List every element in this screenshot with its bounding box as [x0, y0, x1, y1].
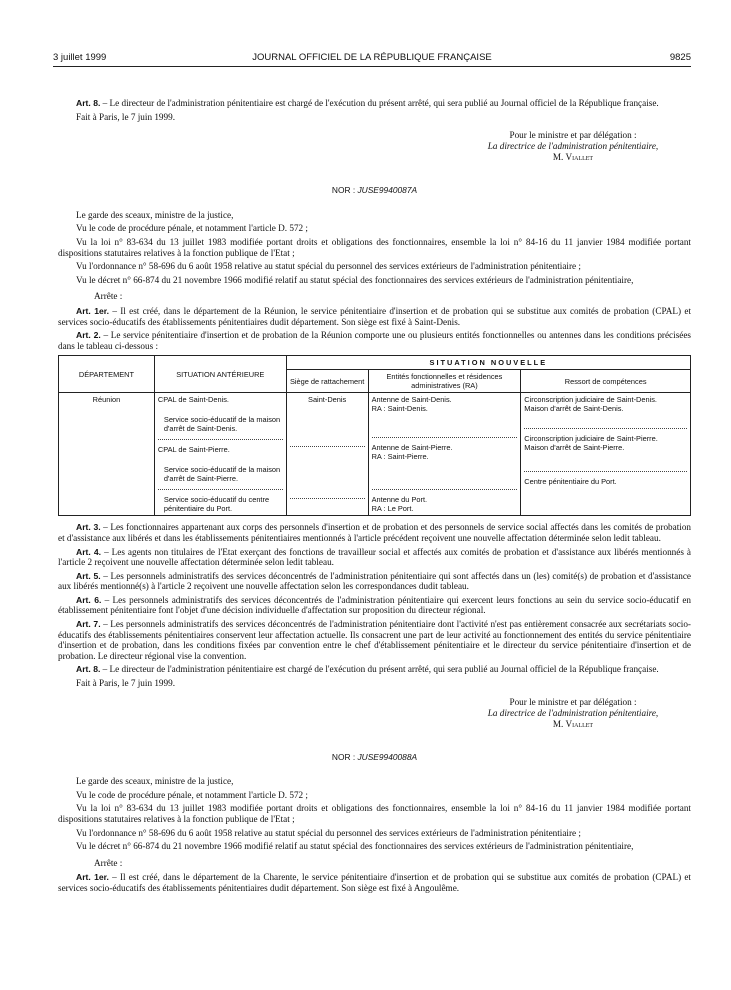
- signature-line-1: Pour le ministre et par délégation :: [509, 130, 637, 141]
- g3-ent-2: RA : Le Port.: [371, 504, 414, 514]
- g2-res-1: Circonscription judiciaire de Saint-Pierre.: [524, 434, 658, 444]
- col-header-entites: Entités fonctionnelles et résidences administratives (RA): [368, 370, 521, 393]
- header-page-number: 9825: [669, 52, 691, 63]
- page-body: [58, 98, 691, 897]
- col-header-situation-anterieure: SITUATION ANTÉRIEURE: [154, 356, 286, 393]
- decree1-nor: [58, 185, 691, 196]
- top-fait: Fait à Paris, le 7 juin 1999.: [76, 111, 176, 122]
- header-journal-title: JOURNAL OFFICIEL DE LA RÉPUBLIQUE FRANÇAISE: [252, 52, 492, 63]
- col-header-situation-nouvelle: SITUATION NOUVELLE: [286, 356, 690, 370]
- dotted-separator: [372, 437, 518, 438]
- dotted-separator: [158, 439, 283, 440]
- decree1-article-6: [58, 595, 691, 616]
- article-text: – Le directeur de l'administration pénitentiaire est chargé de l'exécution du présent arrêté, qui sera publié au Journal officiel de la République française.: [100, 98, 659, 108]
- decree2-intro-2: Vu le code de procédure pénale, et notamment l'article D. 572 ;: [76, 789, 308, 800]
- top-signature: [453, 130, 693, 163]
- nor-prefix: NOR :: [331, 185, 358, 196]
- article-label: Art. 4.: [76, 546, 102, 557]
- nor-code: JUSE9940087A: [357, 185, 418, 196]
- cell-ressort: [521, 393, 691, 516]
- article-text: – Le directeur de l'administration pénitentiaire est chargé de l'exécution du présent arrêté, qui sera publié au Journal officiel de la République française.: [100, 664, 659, 675]
- article-label: Art. 1er.: [76, 872, 109, 883]
- signature-line-1: Pour le ministre et par délégation :: [509, 696, 637, 707]
- nor-prefix: NOR :: [331, 751, 358, 762]
- decree1-intro-5: Vu le décret n° 66-874 du 21 novembre 1966 modifié relatif au statut spécial des fonctionnaires des services extérieurs de l'administration pénitentiaire,: [76, 274, 634, 285]
- decree1-intro-2: Vu le code de procédure pénale, et notamment l'article D. 572 ;: [76, 223, 308, 234]
- article-label: Art. 8.: [76, 98, 101, 108]
- cell-entites: [368, 393, 521, 516]
- cell-departement: Réunion: [59, 393, 155, 516]
- g1-ant-2: Service socio-éducatif de la maison d'arrêt de Saint-Denis.: [163, 415, 281, 434]
- g2-ant-1: CPAL de Saint-Pierre.: [157, 445, 230, 455]
- decree1-fait: Fait à Paris, le 7 juin 1999.: [76, 678, 176, 689]
- table-row: [59, 393, 691, 516]
- g3-ent-1: Antenne du Port.: [371, 495, 428, 505]
- dotted-separator: [372, 489, 518, 490]
- article-label: Art. 7.: [76, 619, 101, 630]
- decree2-intro-1: Le garde des sceaux, ministre de la justice,: [76, 776, 234, 787]
- decree1-article-8: [58, 664, 691, 675]
- header-rule: [53, 66, 691, 67]
- affectation-table: [58, 355, 691, 516]
- article-text: – Les personnels administratifs des services déconcentrés de l'administration pénitentiaire dont l'activité n'est pas entièrement consacrée aux secrétariats socio-éducatifs des établissements pénitentiaires conservent leur affectation actuelle. Ils consacrent une part de leur activité au fonctionnement des entités du service pénitentiaire d'insertion et de probation, dans les conditions fixées par convention entre le chef d'établissement pénitentiaire et le directeur du service pénitentiaire d'insertion et de probation. Le directeur régional vise la convention.: [58, 619, 691, 661]
- dotted-separator: [290, 498, 365, 499]
- article-label: Art. 2.: [76, 330, 101, 341]
- decree1-article-7: [58, 619, 691, 661]
- g2-ant-2: Service socio-éducatif de la maison d'arrêt de Saint-Pierre.: [163, 465, 281, 484]
- decree1-article-2: [58, 330, 691, 351]
- decree1-intro-4: Vu l'ordonnance n° 58-696 du 6 août 1958 relative au statut spécial du personnel des services extérieurs de l'administration pénitentiaire ;: [76, 261, 581, 272]
- g2-ent-1: Antenne de Saint-Pierre.: [371, 443, 453, 453]
- signature-name: M. Viallet: [552, 718, 594, 729]
- article-text: – Les personnels administratifs des services déconcentrés de l'administration pénitentiaire qui sont affectés dans un (les) comité(s) de probation et d'assistance aux libérés mentionné(s) à l'article 2 reçoivent une nouvelle affectation selon les correspondances dudit tableau.: [58, 570, 691, 592]
- g1-ent-1: Antenne de Saint-Denis.: [371, 395, 452, 405]
- decree1-arrete: Arrête :: [94, 291, 123, 302]
- signature-name: M. Viallet: [552, 152, 594, 163]
- col-header-ressort: Ressort de compétences: [521, 370, 691, 393]
- col-header-siege: Siège de rattachement: [286, 370, 368, 393]
- cell-siege: [286, 393, 368, 516]
- col-header-departement: DÉPARTEMENT: [59, 356, 155, 393]
- decree2-intro-4: Vu l'ordonnance n° 58-696 du 6 août 1958 relative au statut spécial du personnel des services extérieurs de l'administration pénitentiaire ;: [76, 827, 581, 838]
- signature-line-2: La directrice de l'administration pénitentiaire,: [487, 141, 659, 152]
- siege-value: Saint-Denis: [308, 395, 347, 405]
- top-article-8: [58, 98, 691, 109]
- g3-ant-1: Service socio-éducatif du centre pénitentiaire du Port.: [163, 495, 270, 514]
- page-header: [53, 52, 691, 66]
- decree1-article-4: [58, 547, 691, 568]
- dotted-separator: [290, 446, 365, 447]
- dotted-separator: [158, 489, 283, 490]
- decree1-signature: [453, 697, 693, 730]
- g2-res-2: Maison d'arrêt de Saint-Pierre.: [524, 443, 625, 453]
- dotted-separator: [524, 428, 687, 429]
- article-text: – Les agents non titulaires de l'Etat exerçant des fonctions de travailleur social et affectés aux comités de probation et d'assistance aux libérés mentionnés à l'article 2 reçoivent une nouvelle affectation déterminée selon ledit tableau.: [58, 546, 691, 568]
- article-label: Art. 8.: [76, 664, 101, 675]
- decree2-nor: [58, 752, 691, 763]
- decree1-article-5: [58, 571, 691, 592]
- g1-ent-2: RA : Saint-Denis.: [371, 404, 428, 414]
- decree1-article-1: [58, 306, 691, 327]
- decree1-article-3: [58, 522, 691, 543]
- article-label: Art. 1er.: [76, 305, 110, 316]
- g1-ant-1: CPAL de Saint-Denis.: [157, 395, 229, 405]
- g3-res-1: Centre pénitentiaire du Port.: [524, 477, 617, 487]
- article-text: – Le service pénitentiaire d'insertion et de probation de la Réunion comporte une ou plusieurs entités fonctionnelles ou antennes dans les conditions précisées dans le tableau ci-dessous :: [58, 330, 691, 351]
- decree2-intro-3: Vu la loi n° 83-634 du 13 juillet 1983 modifiée portant droits et obligations des fonctionnaires, ensemble la loi n° 84-16 du 11 janvier 1984 modifiée portant dispositions statutaires relatives à la fonction publique de l'Etat ;: [58, 803, 691, 824]
- cell-situation-anterieure: [154, 393, 286, 516]
- article-label: Art. 6.: [76, 594, 102, 605]
- g1-res-1: Circonscription judiciaire de Saint-Denis.: [524, 395, 657, 405]
- nor-code: JUSE9940088A: [357, 751, 418, 762]
- decree2-arrete: Arrête :: [94, 857, 123, 868]
- decree1-intro-3: Vu la loi n° 83-634 du 13 juillet 1983 modifiée portant droits et obligations des fonctionnaires, ensemble la loi n° 84-16 du 11 janvier 1984 modifiée portant dispositions statutaires relatives à la fonction publique de l'Etat ;: [58, 236, 691, 258]
- g1-res-2: Maison d'arrêt de Saint-Denis.: [524, 404, 624, 414]
- article-text: – Les personnels administratifs des services déconcentrés de l'administration pénitentiaire qui exercent leurs fonctions au sein du service socio-éducatif en établissement pénitentiaire font l'objet d'une décision individuelle d'affectation sur proposition du directeur régional.: [58, 594, 691, 616]
- article-text: – Il est créé, dans le département de la Réunion, le service pénitentiaire d'insertion et de probation qui se substitue aux comités de probation (CPAL) et services socio-éducatifs des établissements pénitentiaires dudit département. Son siège est fixé à Saint-Denis.: [58, 305, 691, 327]
- article-text: – Il est créé, dans le département de la Charente, le service pénitentiaire d'insertion et de probation qui se substitue aux comités de probation (CPAL) et services socio-éducatifs des établissements pénitentiaires dudit département. Son siège est fixé à Angoulême.: [58, 872, 691, 893]
- header-date: 3 juillet 1999: [53, 52, 107, 63]
- decree1-intro-1: Le garde des sceaux, ministre de la justice,: [76, 209, 234, 220]
- article-label: Art. 5.: [76, 570, 101, 581]
- decree2-article-1: [58, 872, 691, 893]
- g2-ent-2: RA : Saint-Pierre.: [371, 452, 429, 462]
- dotted-separator: [524, 471, 687, 472]
- article-text: – Les fonctionnaires appartenant aux corps des personnels d'insertion et de probation et des personnels de service social affectés dans les comités de probation et d'assistance aux libérés et dans les établissements pénitentiaires mentionnés à l'article précédent reçoivent une nouvelle affectation déterminée selon ledit tableau.: [58, 522, 692, 543]
- decree2-intro-5: Vu le décret n° 66-874 du 21 novembre 1966 modifié relatif au statut spécial des fonctionnaires des services extérieurs de l'administration pénitentiaire,: [76, 841, 634, 852]
- signature-line-2: La directrice de l'administration pénitentiaire,: [487, 707, 659, 718]
- article-label: Art. 3.: [76, 522, 101, 533]
